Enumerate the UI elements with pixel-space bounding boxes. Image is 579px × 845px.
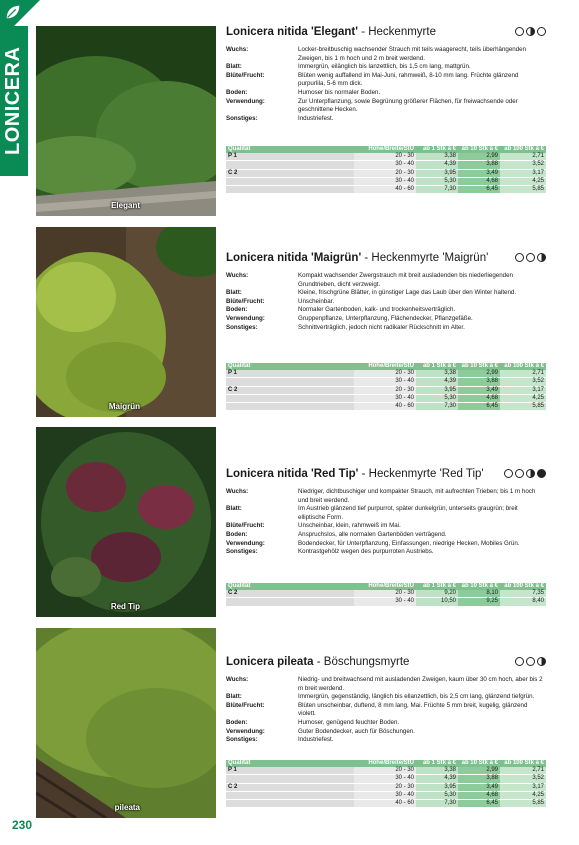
- plant-title: Lonicera nitida 'Maigrün' - Heckenmyrte 'Maigrün': [226, 252, 489, 264]
- half-shade-icon: [526, 469, 535, 478]
- leaf-icon: [4, 3, 22, 21]
- plant-photo-maigruen: [36, 227, 216, 417]
- plant-entry-maigruen: [226, 252, 546, 332]
- half-shade-icon: [526, 27, 535, 36]
- photo-label: Maigrün: [108, 402, 140, 411]
- plant-entry-elegant: [226, 26, 546, 123]
- plant-entry-red-tip: [226, 468, 546, 557]
- price-table: Qualität Höhe/Breite/StÜ ab 1 Stk à € ab 10 Stk à € ab 100 Stk à € C 2 20 - 30 9,20 8,10 7,35 30 - 40 10,50 9,25 8,40: [228, 583, 544, 605]
- table-row: 30 - 40 4,39 3,88 3,52: [226, 775, 546, 783]
- light-requirement: [515, 657, 546, 666]
- sun-icon: [504, 469, 513, 478]
- section-title: LONICERA: [2, 46, 24, 156]
- table-row: 30 - 40 4,39 3,88 3,52: [226, 378, 546, 386]
- photo-label: pileata: [114, 803, 140, 812]
- plant-title: Lonicera pileata - Böschungsmyrte: [226, 656, 410, 668]
- sun-icon: [515, 469, 524, 478]
- table-row: 40 - 60 7,30 6,45 5,85: [226, 186, 546, 194]
- plant-title: Lonicera nitida 'Elegant' - Heckenmyrte: [226, 26, 436, 38]
- light-requirement: [515, 27, 546, 36]
- table-row: 30 - 40 10,50 9,25 8,40: [226, 598, 546, 606]
- table-row: P 1 20 - 30 3,38 2,99 2,71: [228, 767, 544, 774]
- table-row: 30 - 40 5,30 4,68 4,25: [226, 791, 546, 799]
- table-row: C 2 20 - 30 3,95 3,49 3,17: [228, 783, 544, 790]
- table-row: 30 - 40 5,30 4,68 4,25: [226, 177, 546, 185]
- sun-icon: [526, 253, 535, 262]
- plant-properties: Wuchs: Kompakt wachsender Zwergstrauch mit breit ausladenden bis niederliegenden Grundtrieben, dicht verzweigt. Blatt: Kleine, frischgrüne Blätter, in günstiger Lage das Laub über den Winter haltend. Blüte/Frucht: Unscheinbar. Boden: Normaler Gartenboden, kalk- und trockenheitsverträglich. Verwendung: Gruppenpflanze, Unterpflanzung, Flächendecker, Pflanzgefäße. Sonstiges: Schnittverträglich, jedoch nicht radikaler Rückschnitt im Alter.: [226, 272, 517, 331]
- price-table: Qualität Höhe/Breite/StÜ ab 1 Stk à € ab 10 Stk à € ab 100 Stk à € P 1 20 - 30 3,38 2,99 2,71 30 - 40 4,39 3,88 3,52 C 2 20 - 30 3,95 3,49 3,17 30 - 40 5,30 4,68 4,25 40 - 60 7,30 6,45 5,85: [228, 146, 544, 193]
- photo-label: Elegant: [111, 201, 140, 210]
- table-row: 40 - 60 7,30 6,45 5,85: [226, 800, 546, 808]
- sun-icon: [515, 27, 524, 36]
- sun-icon: [526, 657, 535, 666]
- plant-photo-red-tip: [36, 427, 216, 617]
- plant-properties: Wuchs: Locker-breitbuschig wachsender Strauch mit teils waagerecht, teils überhängenden Zweigen, bis 1 m hoch und 2 m breit werdend. Blatt: Immergrün, eilänglich bis lanzettlich, bis 1,5 cm lang, mattgrün. Blüte/Frucht: Blüten wenig auffallend im Mai-Juni, rahmweiß, 8-10 mm lang. Früchte glänzend purpurlila, 5-6 mm dick. Boden: Humoser bis normaler Boden. Verwendung: Zur Unterpflanzung, sowie Begrünung größerer Flächen, für freiwachsende oder geschnittene Hecken. Sonstiges: Industriefest.: [226, 46, 527, 122]
- light-requirement: [515, 253, 546, 262]
- half-shade-icon: [537, 657, 546, 666]
- photo-label: Red Tip: [110, 602, 140, 611]
- sun-icon: [515, 657, 524, 666]
- light-requirement: [504, 469, 546, 478]
- plant-properties: Wuchs: Niedriger, dichtbuschiger und kompakter Strauch, mit aufrechten Trieben; bis 1 m hoch und breit werdend. Blatt: Im Austrieb glänzend tief purpurrot, später dunkelgrün, unterseits graugrün; breit elliptische Form. Blüte/Frucht: Unscheinbar, klein, rahmweiß im Mai. Boden: Anspruchslos, alle normalen Gartenböden verträgend. Verwendung: Bodendecker, für Unterpflanzung, Einfassungen, niedrige Hecken, Mobiles Grün. Sonstiges: Kontrastgehölz wegen des purpurroten Austriebs.: [226, 488, 536, 556]
- table-row: 40 - 60 7,30 6,45 5,85: [226, 403, 546, 411]
- page-number: 230: [12, 818, 33, 832]
- price-table: Qualität Höhe/Breite/StÜ ab 1 Stk à € ab 10 Stk à € ab 100 Stk à € P 1 20 - 30 3,38 2,99 2,71 30 - 40 4,39 3,88 3,52 C 2 20 - 30 3,95 3,49 3,17 30 - 40 5,30 4,68 4,25 40 - 60 7,30 6,45 5,85: [228, 760, 544, 807]
- half-shade-icon: [537, 253, 546, 262]
- plant-properties: Wuchs: Niedrig- und breitwachsend mit ausladenden Zweigen, kaum über 30 cm hoch, aber bis 2 m breit werdend. Blatt: Immergrün, gegenständig, länglich bis ellanzettlich, bis 2,5 cm lang, glänzend tiefgrün. Blüte/Frucht: Blüten unscheinbar, duftend, 8 mm lang, Mai. Früchte 5 mm breit, kugelig, glänzend violett. Boden: Humoser, genügend feuchter Boden. Verwendung: Guter Bodendecker, auch für Böschungen. Sonstiges: Industriefest.: [226, 676, 543, 744]
- sun-icon: [515, 253, 524, 262]
- table-row: 30 - 40 4,39 3,88 3,52: [226, 161, 546, 169]
- plant-title: Lonicera nitida 'Red Tip' - Heckenmyrte 'Red Tip': [226, 468, 484, 480]
- plant-photo-pileata: [36, 628, 216, 818]
- table-row: C 2 20 - 30 9,20 8,10 7,35: [228, 590, 544, 597]
- price-table: Qualität Höhe/Breite/StÜ ab 1 Stk à € ab 10 Stk à € ab 100 Stk à € P 1 20 - 30 3,38 2,99 2,71 30 - 40 4,39 3,88 3,52 C 2 20 - 30 3,95 3,49 3,17 30 - 40 5,30 4,68 4,25 40 - 60 7,30 6,45 5,85: [228, 363, 544, 410]
- plant-entry-pileata: [226, 656, 546, 745]
- table-row: P 1 20 - 30 3,38 2,99 2,71: [228, 370, 544, 377]
- table-row: C 2 20 - 30 3,95 3,49 3,17: [228, 386, 544, 393]
- table-row: C 2 20 - 30 3,95 3,49 3,17: [228, 169, 544, 176]
- shade-icon: [537, 469, 546, 478]
- table-row: P 1 20 - 30 3,38 2,99 2,71: [228, 153, 544, 160]
- plant-photo-elegant: [36, 26, 216, 216]
- sun-icon: [537, 27, 546, 36]
- table-row: 30 - 40 5,30 4,68 4,25: [226, 394, 546, 402]
